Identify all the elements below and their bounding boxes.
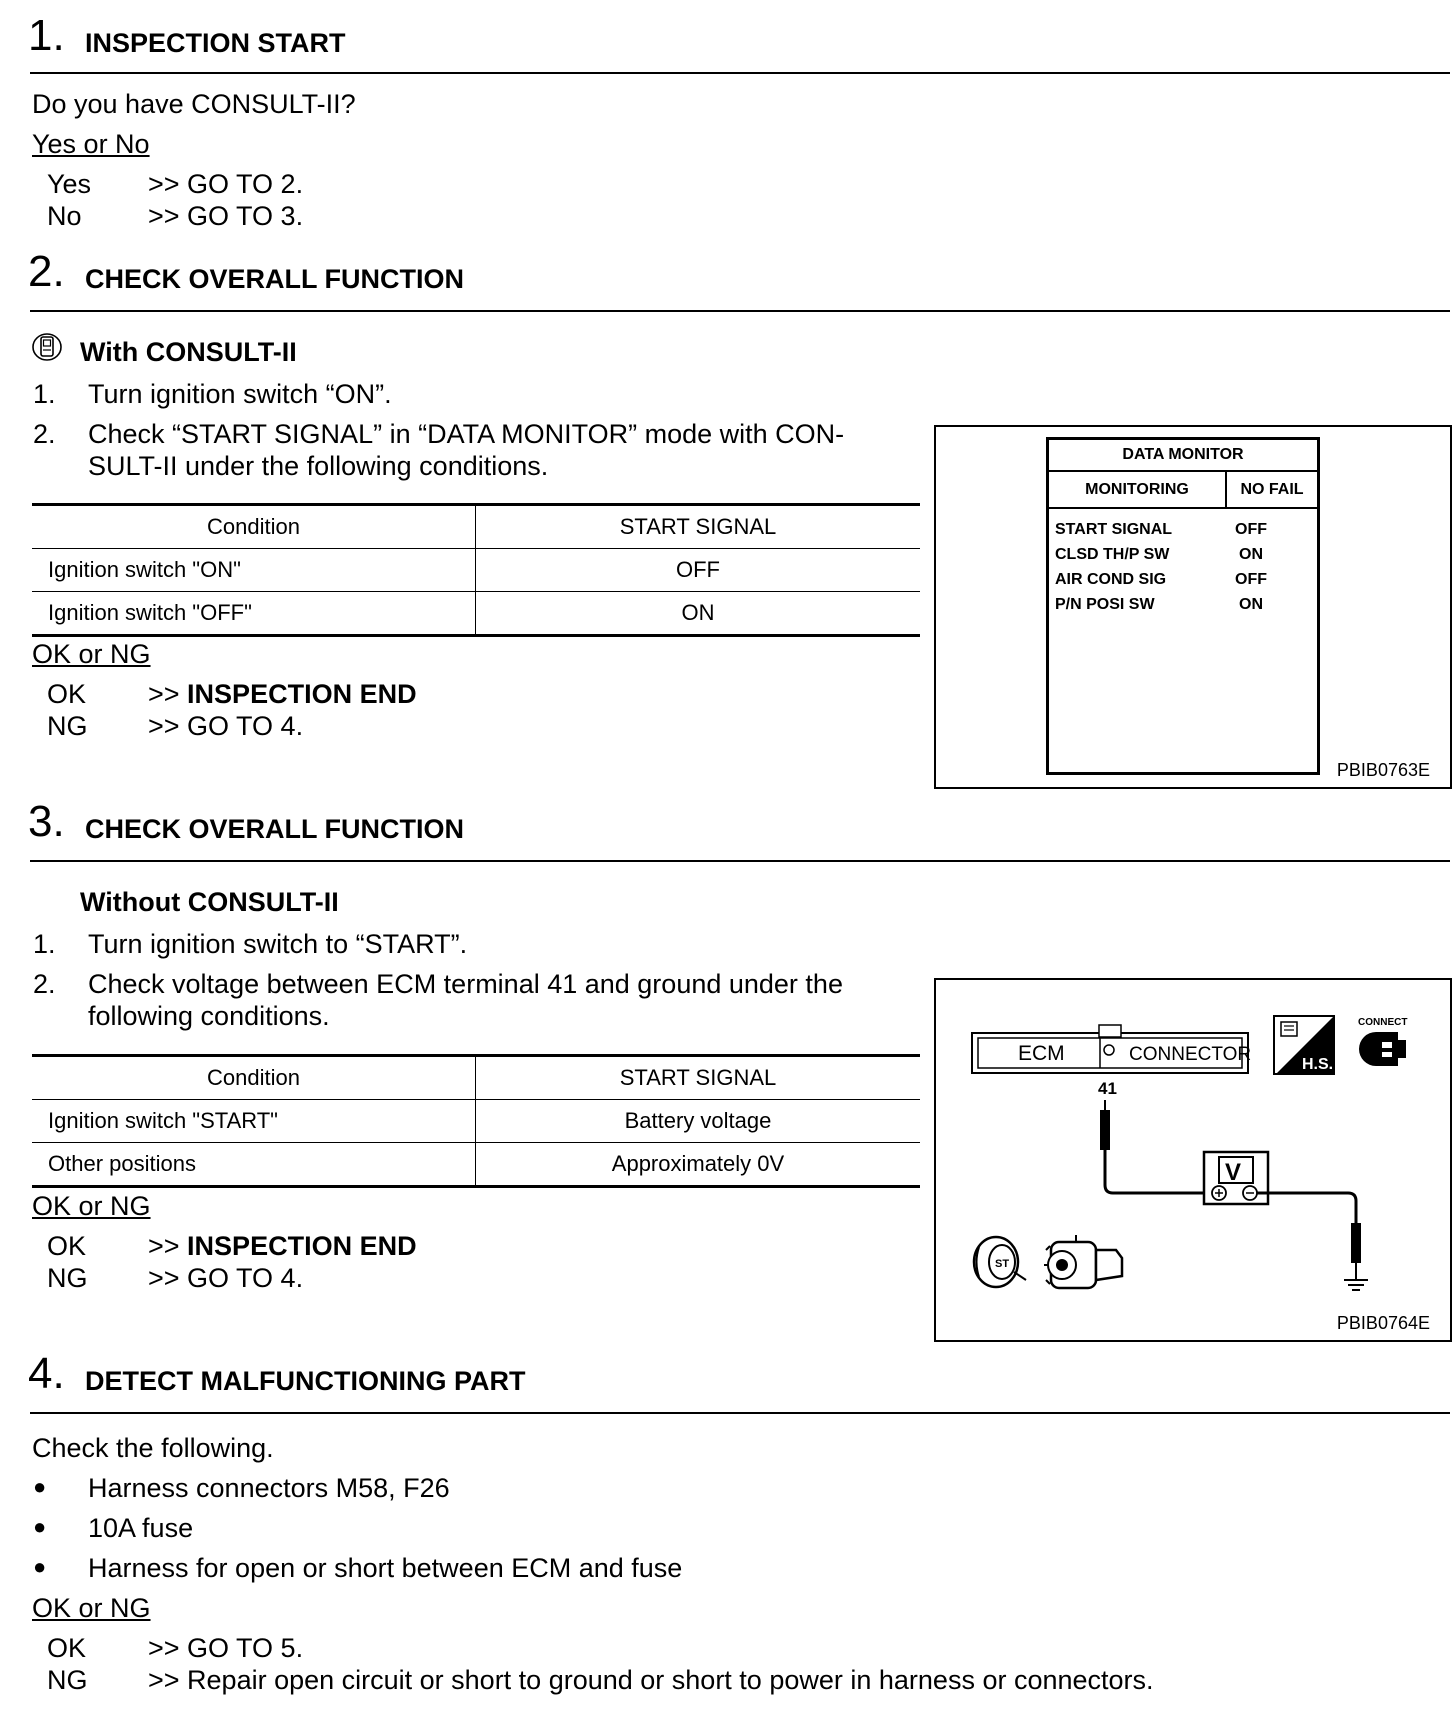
table-row: [32, 1143, 920, 1187]
table-cell-value: Battery voltage: [476, 1100, 921, 1143]
bullet-icon: ●: [33, 1514, 47, 1539]
data-monitor-value: OFF: [1235, 571, 1267, 588]
step2-ok-result: [148, 678, 417, 710]
step3-inst1-num: 1.: [33, 929, 56, 959]
step3-inst2-line2: following conditions.: [88, 1001, 330, 1031]
step3-title: CHECK OVERALL FUNCTION: [85, 814, 465, 844]
table-header-start-signal: START SIGNAL: [476, 505, 921, 549]
step2-number: 2.: [28, 247, 65, 296]
step3-condition-table: [32, 1054, 920, 1188]
step1-yes-key: Yes: [47, 169, 92, 199]
step4-number: 4.: [28, 1349, 65, 1398]
connector-lock: [1099, 1025, 1121, 1037]
step2-inst1: Turn ignition switch “ON”.: [88, 379, 392, 409]
meter-label: V: [1225, 1159, 1242, 1186]
step3-mode: Without CONSULT-II: [80, 887, 339, 917]
step4-ok-key: OK: [47, 1633, 87, 1663]
probe-negative: [1351, 1223, 1361, 1263]
figure-code: PBIB0763E: [1336, 760, 1430, 780]
step4-rule: [30, 1412, 1450, 1414]
table-row: [32, 592, 920, 636]
step3-inst2-num: 2.: [33, 969, 56, 999]
step3-ok-result: [148, 1230, 417, 1262]
ground-icon: [1344, 1280, 1368, 1290]
step1-choice: Yes or No: [32, 129, 150, 159]
step2-ok-key: OK: [47, 679, 87, 709]
step2-inst2-line2: SULT-II under the following conditions.: [88, 451, 549, 481]
step2-choice: OK or NG: [32, 639, 151, 669]
table-cell-value: ON: [681, 600, 715, 625]
step3-ok-arrow: >>: [148, 1231, 188, 1261]
step3-number: 3.: [28, 797, 65, 846]
list-item: 10A fuse: [88, 1513, 194, 1543]
list-item: Harness connectors M58, F26: [88, 1473, 450, 1503]
step2-inst2-num: 2.: [33, 419, 56, 449]
table-cell-value: OFF: [476, 549, 921, 592]
data-monitor-row: [1049, 567, 1317, 592]
probe-positive: [1100, 1110, 1110, 1150]
hs-label: H.S.: [1302, 1056, 1334, 1073]
table-header-condition: Condition: [32, 1056, 476, 1100]
step2-ok-arrow: >>: [148, 679, 188, 709]
step1-yes-val: >> GO TO 2.: [148, 169, 304, 199]
data-monitor-item: CLSD TH/P SW: [1055, 546, 1170, 563]
data-monitor-row: [1049, 592, 1317, 617]
step4-ng-key: NG: [47, 1665, 88, 1695]
circuit-figure: [934, 978, 1452, 1342]
step2-inst2-line1: Check “START SIGNAL” in “DATA MONITOR” mode with CON-: [88, 419, 845, 449]
table-header-row: [32, 1056, 920, 1100]
step3-ng-val: >> GO TO 4.: [148, 1263, 304, 1293]
bullet-icon: ●: [33, 1474, 47, 1499]
hs-icon: [1274, 1016, 1334, 1074]
data-monitor-screen: [1046, 437, 1320, 775]
step4-ok-val: >> GO TO 5.: [148, 1633, 304, 1663]
data-monitor-item: START SIGNAL: [1055, 521, 1173, 538]
connector-label: CONNECTOR: [1129, 1044, 1252, 1065]
data-monitor-row: [1049, 542, 1317, 567]
terminal-number: 41: [1098, 1079, 1117, 1098]
step3-inst2-line1: Check voltage between ECM terminal 41 and ground under the: [88, 969, 843, 999]
consult-tool-icon: [30, 332, 66, 364]
step4-intro: Check the following.: [32, 1433, 274, 1463]
step1-title: INSPECTION START: [85, 28, 346, 58]
table-cell-value: Approximately 0V: [611, 1151, 785, 1176]
step3-inst1: Turn ignition switch to “START”.: [88, 929, 468, 959]
starter-motor-icon: [1044, 1235, 1122, 1288]
voltmeter-icon: [1204, 1152, 1268, 1204]
data-monitor-value: ON: [1239, 546, 1263, 563]
data-monitor-item: P/N POSI SW: [1055, 596, 1155, 613]
table-header-condition: Condition: [32, 505, 476, 549]
step2-ok-bold: INSPECTION END: [187, 679, 417, 709]
step2-ng-key: NG: [47, 711, 88, 741]
data-monitor-item: AIR COND SIG: [1055, 571, 1167, 588]
step2-title: CHECK OVERALL FUNCTION: [85, 264, 465, 294]
bullet-icon: ●: [33, 1554, 47, 1579]
step1-number: 1.: [28, 11, 65, 60]
table-header-start-signal: START SIGNAL: [476, 1056, 921, 1100]
list-item: Harness for open or short between ECM and fuse: [88, 1553, 683, 1583]
step1-question: Do you have CONSULT-II?: [32, 89, 356, 119]
table-cell-condition: Ignition switch "OFF": [32, 592, 476, 636]
table-header-row: [32, 505, 920, 549]
step2-rule: [30, 310, 1450, 312]
step3-ng-key: NG: [47, 1263, 88, 1293]
data-monitor-col-monitoring: MONITORING: [1049, 472, 1227, 507]
step3-rule: [30, 860, 1450, 862]
table-row: [32, 1100, 920, 1143]
start-position-label: ST: [995, 1258, 1010, 1270]
data-monitor-value: OFF: [1235, 521, 1267, 538]
step2-condition-table: [32, 503, 920, 637]
data-monitor-title: DATA MONITOR: [1049, 440, 1317, 472]
step4-ng-val: >> Repair open circuit or short to ground or short to power in harness or connectors.: [148, 1665, 1154, 1695]
data-monitor-col-nofail: NO FAIL: [1240, 481, 1304, 498]
step3-ok-bold: INSPECTION END: [187, 1231, 417, 1261]
data-monitor-figure: [934, 425, 1452, 789]
step2-inst1-num: 1.: [33, 379, 56, 409]
table-cell-condition: Other positions: [32, 1143, 476, 1187]
ignition-key-icon: [974, 1237, 1026, 1287]
data-monitor-subheader: [1049, 472, 1317, 509]
data-monitor-row: [1049, 517, 1317, 542]
step4-title: DETECT MALFUNCTIONING PART: [85, 1366, 526, 1396]
step1-no-val: >> GO TO 3.: [148, 201, 304, 231]
connect-icon: [1358, 1017, 1407, 1066]
table-cell-condition: Ignition switch "ON": [32, 549, 476, 592]
step1-rule: [30, 72, 1450, 74]
connect-label: CONNECT: [1358, 1017, 1408, 1028]
figure-code: PBIB0764E: [1336, 1313, 1430, 1333]
step3-ok-key: OK: [47, 1231, 87, 1261]
step2-ng-val: >> GO TO 4.: [148, 711, 304, 741]
step2-mode: With CONSULT-II: [80, 337, 297, 367]
circuit-diagram: [936, 980, 1450, 1340]
data-monitor-value: ON: [1239, 596, 1263, 613]
ecm-label: ECM: [1018, 1042, 1065, 1065]
terminal-pin-circle: [1104, 1045, 1114, 1055]
table-row: [32, 549, 920, 592]
step3-choice: OK or NG: [32, 1191, 151, 1221]
step4-choice: OK or NG: [32, 1593, 151, 1623]
table-cell-condition: Ignition switch "START": [32, 1100, 476, 1143]
step1-no-key: No: [47, 201, 82, 231]
